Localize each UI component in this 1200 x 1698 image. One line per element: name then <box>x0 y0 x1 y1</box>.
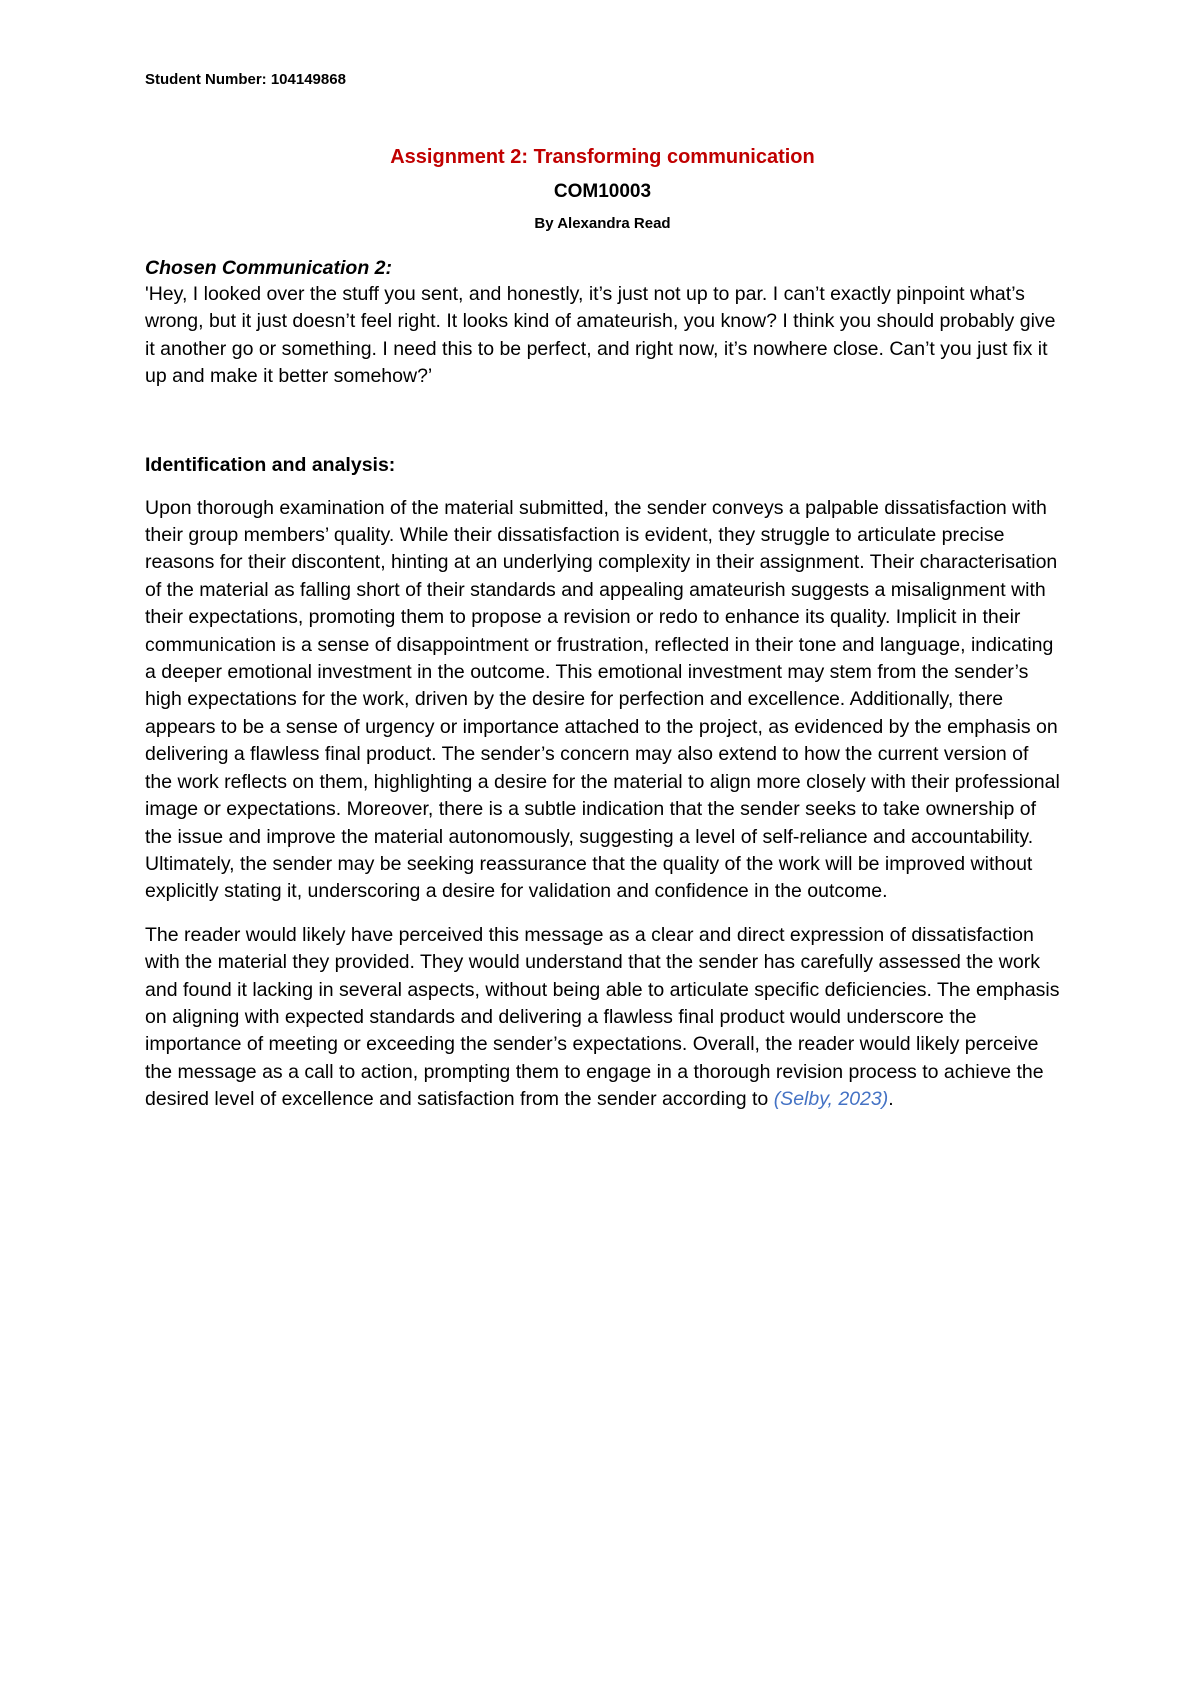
communication-quote: 'Hey, I looked over the stuff you sent, and honestly, it’s just not up to par. I can’t exactly pinpoint what’s wrong, but it just doesn’t feel right. It looks kind of amateurish, you know? I think you should probably give it another go or something. I need this to be perfect, and right now, it’s nowhere close. Can’t you just fix it up and make it better somehow?’ <box>145 283 1056 388</box>
paragraph-2-end: . <box>888 1088 894 1111</box>
author-byline: By Alexandra Read <box>534 215 671 232</box>
paragraph-2-text: The reader would likely have perceived this message as a clear and direct expression of dissatisfaction with the material they provided. They would understand that the sender has carefully assessed the work and found it lacking in several aspects, without being able to articulate specific deficiencies. The emphasis on aligning with expected standards and delivering a flawless final product would underscore the importance of meeting or exceeding the sender’s expectations. Overall, the reader would likely perceive the message as a call to action, prompting them to engage in a thorough revision process to achieve the desired level of excellence and satisfaction from the sender according to <box>145 923 1060 1111</box>
course-code: COM10003 <box>553 181 652 202</box>
student-number: Student Number: 104149868 <box>145 71 346 88</box>
chosen-communication-heading: Chosen Communication 2: <box>145 257 393 279</box>
analysis-paragraph-2 <box>145 922 1060 1114</box>
identification-analysis-heading: Identification and analysis: <box>145 453 396 476</box>
analysis-paragraph-1: Upon thorough examination of the material submitted, the sender conveys a palpable dissatisfaction with their group members’ quality. While their dissatisfaction is evident, they struggle to articulate precise reasons for their discontent, hinting at an underlying complexity in their assignment. Their characterisation of the material as falling short of their standards and appealing amateurish suggests a misalignment with their expectations, promoting them to propose a revision or redo to enhance its quality. Implicit in their communication is a sense of disappointment or frustration, reflected in their tone and language, indicating a deeper emotional investment in the outcome. This emotional investment may stem from the sender’s high expectations for the work, driven by the desire for perfection and excellence. Additionally, there appears to be a sense of urgency or importance attached to the project, as evidenced by the emphasis on delivering a flawless final product. The sender’s concern may also extend to how the current version of the work reflects on them, highlighting a desire for the material to align more closely with their professional image or expectations. Moreover, there is a subtle indication that the sender seeks to take ownership of the issue and improve the material autonomously, suggesting a level of self-reliance and accountability. Ultimately, the sender may be seeking reassurance that the quality of the work will be improved without explicitly stating it, underscoring a desire for validation and confidence in the outcome. <box>145 496 1060 903</box>
assignment-title: Assignment 2: Transforming communication <box>390 146 815 168</box>
citation: (Selby, 2023) <box>773 1088 889 1111</box>
